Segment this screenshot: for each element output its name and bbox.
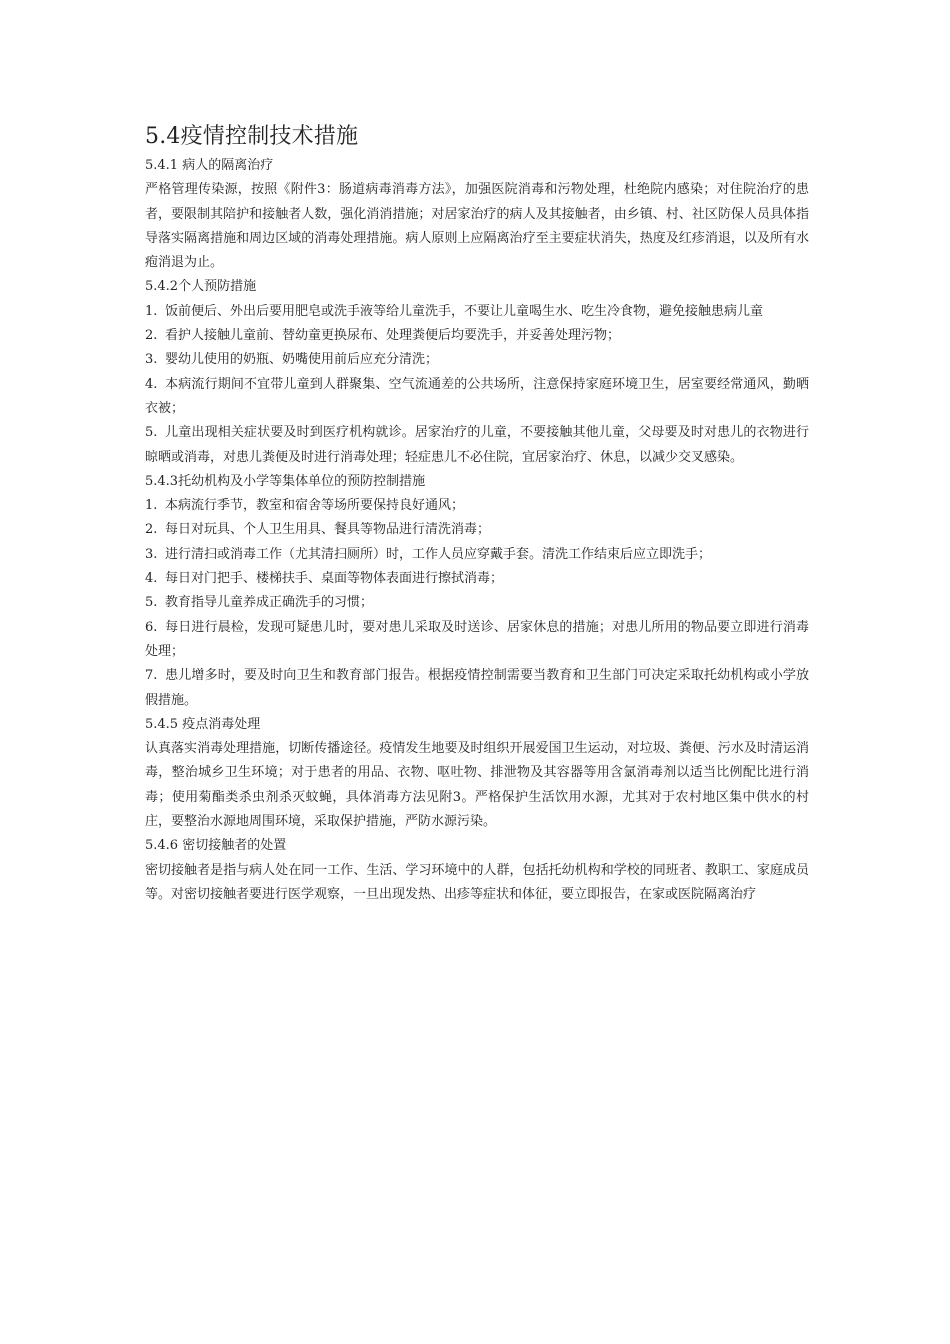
- list-text: 饭前便后、外出后要用肥皂或洗手液等给儿童洗手，不要让儿童喝生水、吃生冷食物，避免接触患病儿童: [165, 303, 764, 319]
- list-number: 6.: [145, 619, 158, 635]
- section-paragraph: 密切接触者是指与病人处在同一工作、生活、学习环境中的人群，包括托幼机构和学校的同班者、教职工、家庭成员等。对密切接触者要进行医学观察，一旦出现发热、出疹等症状和体征，要立即报告，在家或医院隔离治疗: [145, 862, 809, 902]
- list-item: [145, 543, 809, 567]
- list-item: [145, 348, 809, 372]
- section-paragraph: 严格管理传染源，按照《附件3：肠道病毒消毒方法》，加强医院消毒和污物处理，杜绝院内感染；对住院治疗的患者，要限制其陪护和接触者人数，强化消消措施；对居家治疗的病人及其接触者，由乡镇、村、社区防保人员具体指导落实隔离措施和周边区域的消毒处理措施。病人原则上应隔离治疗至主要症状消失，热度及红疹消退，以及所有水疱消退为止。: [145, 182, 809, 271]
- list-number: 1.: [145, 303, 158, 319]
- list-text: 看护人接触儿童前、替幼童更换尿布、处理粪便后均要洗手，并妥善处理污物；: [165, 328, 621, 344]
- section-isolation: [145, 154, 809, 275]
- document-page: [145, 122, 809, 907]
- list-item: [145, 324, 809, 348]
- list-text: 婴幼儿使用的奶瓶、奶嘴使用前后应充分清洗；: [165, 352, 439, 368]
- list-item: [145, 518, 809, 542]
- list-text: 患儿增多时，要及时向卫生和教育部门报告。根据疫情控制需要当教育和卫生部门可决定采取托幼机构或小学放假措施。: [145, 668, 809, 708]
- list-item: [145, 421, 809, 470]
- list-text: 每日对门把手、楼梯扶手、桌面等物体表面进行擦拭消毒；: [165, 571, 504, 587]
- list-text: 教育指导儿童养成正确洗手的习惯；: [165, 595, 374, 611]
- list-text: 本病流行期间不宜带儿童到人群聚集、空气流通差的公共场所，注意保持家庭环境卫生，居室要经常通风，勤晒衣被；: [145, 376, 809, 416]
- list-number: 4.: [145, 376, 158, 392]
- list-item: [145, 494, 809, 518]
- list-text: 每日进行晨检，发现可疑患儿时，要对患儿采取及时送诊、居家休息的措施；对患儿所用的物品要立即进行消毒处理；: [145, 619, 809, 659]
- list-number: 3.: [145, 352, 158, 368]
- list-item: [145, 300, 809, 324]
- list-text: 本病流行季节，教室和宿舍等场所要保持良好通风；: [165, 498, 465, 514]
- section-collective-units: [145, 470, 809, 713]
- list-number: 7.: [145, 668, 158, 684]
- list-number: 3.: [145, 546, 158, 562]
- list-number: 5.: [145, 425, 158, 441]
- list-number: 2.: [145, 328, 158, 344]
- list-item: [145, 616, 809, 665]
- section-heading: 5.4.2个人预防措施: [145, 279, 257, 295]
- list-item: [145, 591, 809, 615]
- list-text: 每日对玩具、个人卫生用具、餐具等物品进行清洗消毒；: [165, 522, 491, 538]
- section-heading: 5.4.5 疫点消毒处理: [145, 716, 261, 732]
- page-title: 5.4疫情控制技术措施: [145, 124, 359, 149]
- section-personal-prevention: [145, 275, 809, 469]
- section-heading: 5.4.1 病人的隔离治疗: [145, 158, 274, 173]
- list-number: 5.: [145, 595, 158, 611]
- section-close-contacts: [145, 834, 809, 907]
- list-text: 进行清扫或消毒工作（尤其清扫厕所）时，工作人员应穿戴手套。清洗工作结束后应立即洗手；: [165, 546, 712, 562]
- section-heading: 5.4.3托幼机构及小学等集体单位的预防控制措施: [145, 473, 426, 489]
- list-item: [145, 567, 809, 591]
- section-paragraph: 认真落实消毒处理措施，切断传播途径。疫情发生地要及时组织开展爱国卫生运动，对垃圾、粪便、污水及时清运消毒，整治城乡卫生环境；对于患者的用品、衣物、呕吐物、排泄物及其容器等用含氯消毒剂以适当比例配比进行消毒；使用菊酯类杀虫剂杀灭蚊蝇，具体消毒方法见附3。严格保护生活饮用水源，尤其对于农村地区集中供水的村庄，要整治水源地周围环境，采取保护措施，严防水源污染。: [145, 741, 809, 830]
- list-number: 2.: [145, 522, 158, 538]
- list-item: [145, 373, 809, 422]
- list-text: 儿童出现相关症状要及时到医疗机构就诊。居家治疗的儿童，不要接触其他儿童，父母要及时对患儿的衣物进行晾晒或消毒，对患儿粪便及时进行消毒处理；轻症患儿不必住院，宜居家治疗、休息，以减少交叉感染。: [145, 425, 809, 465]
- list-item: [145, 664, 809, 713]
- section-disinfection: [145, 713, 809, 834]
- list-number: 1.: [145, 498, 158, 514]
- section-heading: 5.4.6 密切接触者的处置: [145, 838, 287, 854]
- list-number: 4.: [145, 571, 158, 587]
